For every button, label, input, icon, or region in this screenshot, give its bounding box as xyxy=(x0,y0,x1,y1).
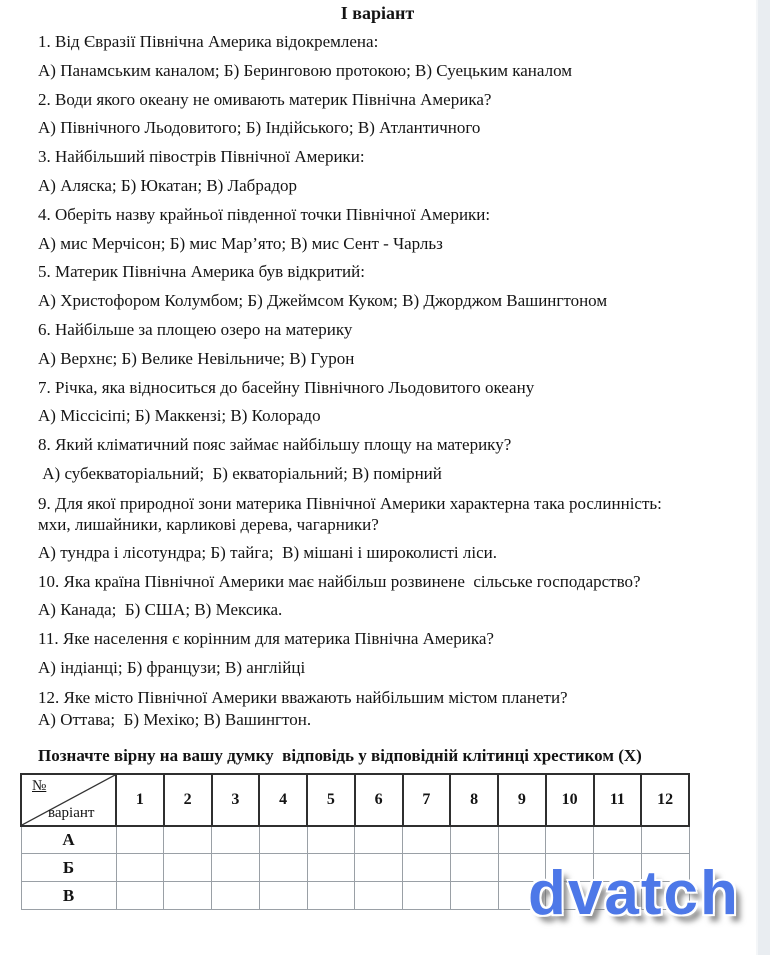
question-5-options: А) Христофором Колумбом; Б) Джеймсом Куком; В) Джорджом Вашингтоном xyxy=(38,291,608,311)
page-title: І варіант xyxy=(340,3,415,24)
column-header-12: 12 xyxy=(641,774,689,826)
question-10-text: 10. Яка країна Північної Америки має найбільш розвинене сільське господарство? xyxy=(38,571,641,591)
answer-cell-А-11[interactable] xyxy=(594,826,642,854)
answer-cell-В-4[interactable] xyxy=(259,882,307,910)
question-4-options: А) мис Мерчісон; Б) мис Мар’ято; В) мис Сент - Чарльз xyxy=(38,233,443,253)
corner-cell xyxy=(21,774,116,826)
question-12-text: 12. Яке місто Північної Америки вважають найбільшим містом планети? xyxy=(38,687,568,707)
question-12-options: А) Оттава; Б) Мехіко; В) Вашингтон. xyxy=(38,709,312,729)
column-header-2: 2 xyxy=(164,774,212,826)
question-2-options: А) Північного Льодовитого; Б) Індійського; В) Атлантичного xyxy=(38,118,481,138)
question-7-options: А) Міссісіпі; Б) Маккензі; В) Колорадо xyxy=(38,406,321,426)
answer-cell-А-5[interactable] xyxy=(307,826,355,854)
question-4-text: 4. Оберіть назву крайньої південної точки Північної Америки: xyxy=(38,204,491,224)
question-7-text: 7. Річка, яка відноситься до басейну Північного Льодовитого океану xyxy=(38,377,535,397)
answer-cell-А-9[interactable] xyxy=(498,826,546,854)
answer-cell-В-7[interactable] xyxy=(403,882,451,910)
answer-cell-Б-4[interactable] xyxy=(259,854,307,882)
question-8-options: А) субекваторіальний; Б) екваторіальний; В) помірний xyxy=(38,463,442,483)
row-label-В: В xyxy=(21,882,116,910)
answer-cell-А-6[interactable] xyxy=(355,826,403,854)
column-header-10: 10 xyxy=(546,774,594,826)
answer-cell-А-7[interactable] xyxy=(403,826,451,854)
question-5-text: 5. Материк Північна Америка був відкритий: xyxy=(38,262,365,282)
answer-row-А xyxy=(21,826,689,854)
answer-cell-Б-1[interactable] xyxy=(116,854,164,882)
question-6-text: 6. Найбільше за площею озеро на материку xyxy=(38,319,353,339)
row-label-Б: Б xyxy=(21,854,116,882)
answer-cell-Б-5[interactable] xyxy=(307,854,355,882)
question-3-text: 3. Найбільший півострів Північної Америки: xyxy=(38,147,365,167)
answer-cell-А-3[interactable] xyxy=(212,826,260,854)
answer-cell-А-4[interactable] xyxy=(259,826,307,854)
answer-cell-В-5[interactable] xyxy=(307,882,355,910)
answer-cell-Б-2[interactable] xyxy=(164,854,212,882)
question-9-options: А) тундра і лісотундра; Б) тайга; В) мішані і широколисті ліси. xyxy=(38,542,497,562)
questions-list xyxy=(0,28,770,731)
question-6-options: А) Верхнє; Б) Велике Невільниче; В) Гурон xyxy=(38,348,355,368)
column-header-8: 8 xyxy=(450,774,498,826)
answer-cell-А-10[interactable] xyxy=(546,826,594,854)
question-2-text: 2. Води якого океану не омивають материк Північна Америка? xyxy=(38,89,492,109)
corner-label-number: № xyxy=(32,777,47,794)
answer-cell-В-8[interactable] xyxy=(450,882,498,910)
question-10-options: А) Канада; Б) США; В) Мексика. xyxy=(38,600,283,620)
watermark-text: dvatch xyxy=(528,859,740,928)
question-11-options: А) індіанці; Б) французи; В) англійці xyxy=(38,657,306,677)
column-header-7: 7 xyxy=(403,774,451,826)
answer-cell-А-1[interactable] xyxy=(116,826,164,854)
answer-cell-Б-6[interactable] xyxy=(355,854,403,882)
column-header-6: 6 xyxy=(355,774,403,826)
question-1-text: 1. Від Євразії Північна Америка відокремлена: xyxy=(38,32,379,51)
answer-cell-А-8[interactable] xyxy=(450,826,498,854)
answer-cell-Б-7[interactable] xyxy=(403,854,451,882)
answer-cell-Б-8[interactable] xyxy=(450,854,498,882)
answer-table-header-row xyxy=(21,774,689,826)
instruction-text: Позначте вірну на вашу думку відповідь у відповідній клітинці хрестиком (Х) xyxy=(38,745,642,765)
column-header-5: 5 xyxy=(307,774,355,826)
answer-cell-А-2[interactable] xyxy=(164,826,212,854)
answer-cell-В-2[interactable] xyxy=(164,882,212,910)
column-header-4: 4 xyxy=(259,774,307,826)
column-header-11: 11 xyxy=(594,774,642,826)
question-8-text: 8. Який кліматичний пояс займає найбільшу площу на материку? xyxy=(38,435,512,455)
page-edge-band xyxy=(756,0,770,955)
row-label-А: А xyxy=(21,826,116,854)
corner-label-variant: варіант xyxy=(48,804,95,821)
column-header-3: 3 xyxy=(212,774,260,826)
answer-cell-Б-3[interactable] xyxy=(212,854,260,882)
question-1-options: А) Панамським каналом; Б) Беринговою протокою; В) Суецьким каналом xyxy=(38,60,572,80)
answer-cell-А-12[interactable] xyxy=(641,826,689,854)
question-3-options: А) Аляска; Б) Юкатан; В) Лабрадор xyxy=(38,175,298,195)
column-header-1: 1 xyxy=(116,774,164,826)
answer-cell-В-3[interactable] xyxy=(212,882,260,910)
question-11-text: 11. Яке населення є корінним для материка Північна Америка? xyxy=(38,629,494,649)
answer-cell-В-6[interactable] xyxy=(355,882,403,910)
column-header-9: 9 xyxy=(498,774,546,826)
answer-cell-В-1[interactable] xyxy=(116,882,164,910)
question-9-text: 9. Для якої природної зони материка Північної Америки характерна така рослинність: мхи, лишайники, карликові дерева, чагарники? xyxy=(38,493,662,534)
